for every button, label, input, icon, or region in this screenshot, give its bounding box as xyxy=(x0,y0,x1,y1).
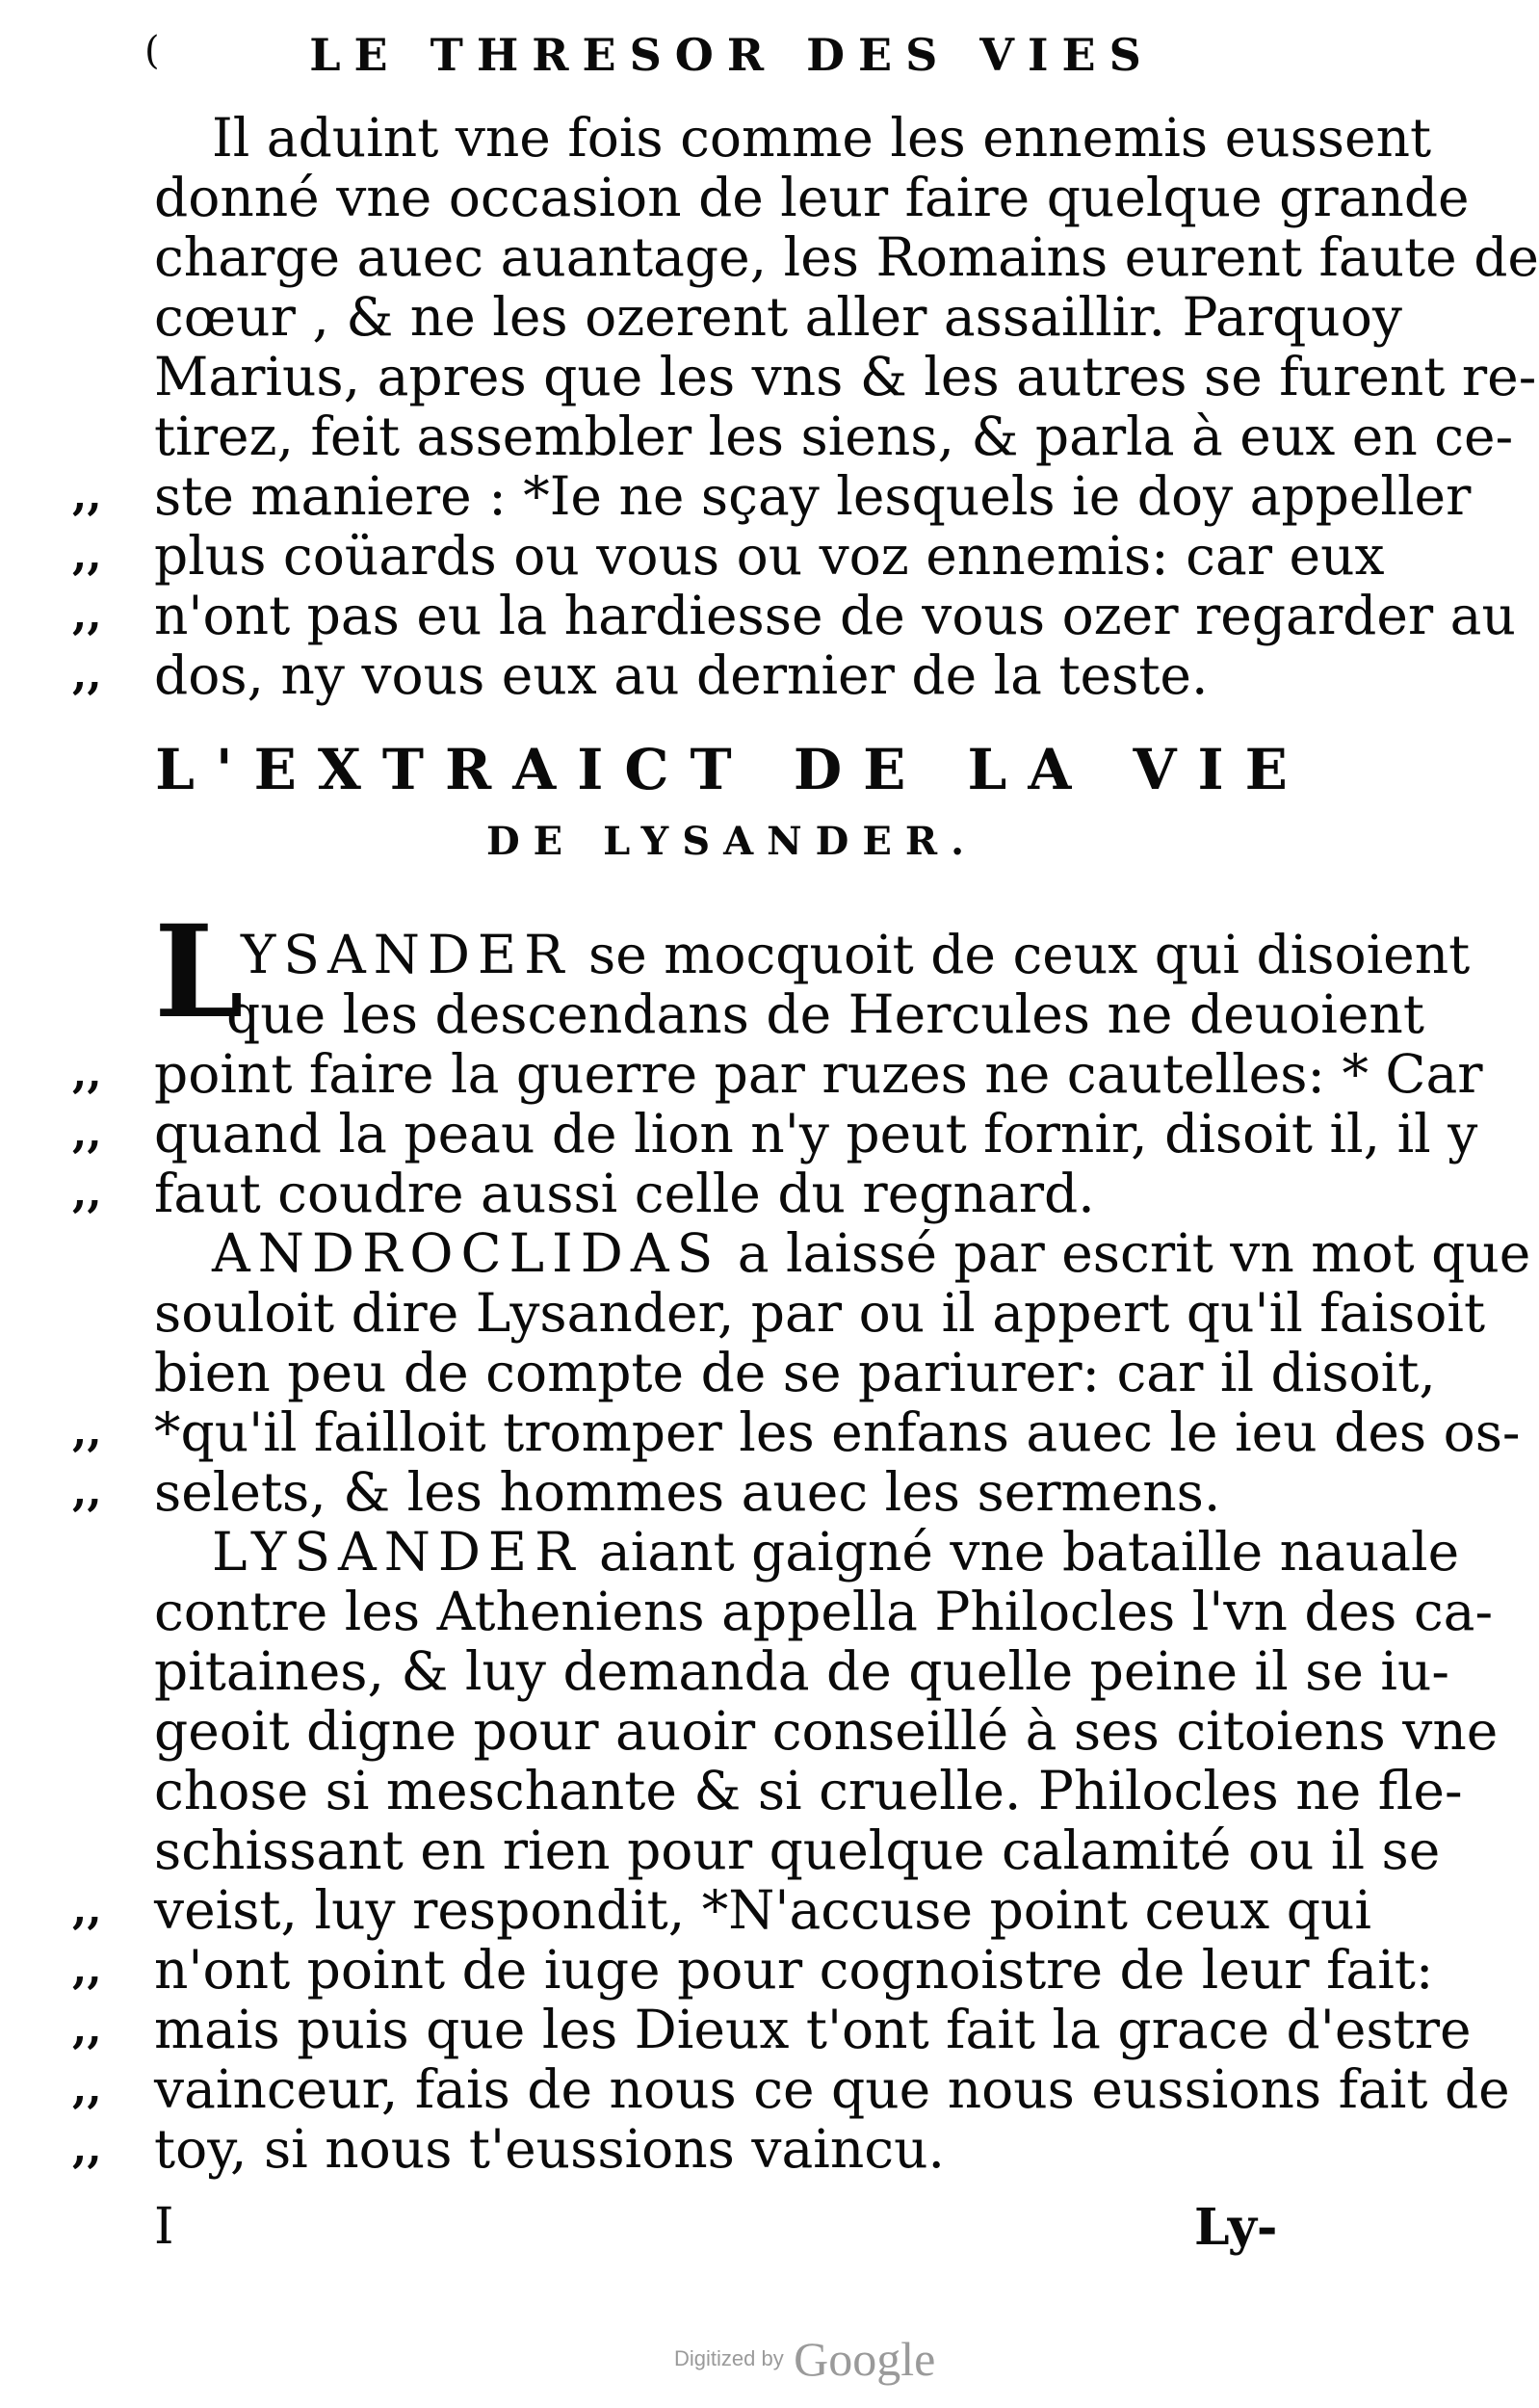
quote-mark: ,, xyxy=(72,2064,102,2113)
quote-mark: ,, xyxy=(72,1109,102,1158)
quote-mark: ,, xyxy=(72,2004,102,2054)
text-line: mais puis que les Dieux t'ont fait la grace d'estre xyxy=(154,1999,1472,2060)
header-mark: ( xyxy=(144,29,160,73)
text-line: selets, & les hommes auec les sermens. xyxy=(154,1461,1221,1523)
running-header: LE THRESOR DES VIES xyxy=(309,29,1155,81)
signature-mark: I xyxy=(154,2198,174,2256)
text-line: toy, si nous t'eussions vaincu. xyxy=(154,2118,945,2180)
catchword: Ly- xyxy=(1194,2198,1278,2257)
smallcaps-name: YSANDER xyxy=(241,924,572,985)
quote-mark: ,, xyxy=(72,1049,102,1098)
text-line: pitaines, & luy demanda de quelle peine il se iu- xyxy=(154,1640,1450,1702)
text-line: quand la peau de lion n'y peut fornir, disoit il, il y xyxy=(154,1103,1478,1165)
text-line: Il aduint vne fois comme les ennemis eussent xyxy=(212,107,1432,169)
text-line: vainceur, fais de nous ce que nous eussions fait de xyxy=(154,2058,1510,2120)
section-title: L'EXTRAICT DE LA VIE xyxy=(155,737,1309,802)
text-line: plus coüards ou vous ou voz ennemis: car eux xyxy=(154,525,1385,587)
digitized-watermark xyxy=(674,2331,935,2387)
text-run: aiant gaigné vne bataille nauale xyxy=(582,1521,1460,1583)
text-line: charge auec auantage, les Romains eurent faute de xyxy=(154,226,1539,288)
drop-cap: L xyxy=(154,898,244,1047)
smallcaps-name: LYSANDER xyxy=(212,1521,583,1583)
text-line: geoit digne pour auoir conseillé à ses citoiens vne xyxy=(154,1700,1499,1762)
section-subtitle: DE LYSANDER. xyxy=(485,819,978,864)
quote-mark: ,, xyxy=(72,650,102,699)
text-line: ste maniere : *Ie ne sçay lesquels ie doy appeller xyxy=(154,465,1472,527)
quote-mark: ,, xyxy=(72,1885,102,1934)
google-logo: Google xyxy=(794,2332,936,2386)
text-line: dos, ny vous eux au dernier de la teste. xyxy=(154,644,1209,706)
text-line: n'ont pas eu la hardiesse de vous ozer regarder au xyxy=(154,585,1516,646)
text-line: *qu'il failloit tromper les enfans auec le ieu des os- xyxy=(154,1401,1521,1463)
text-line: contre les Atheniens appella Philocles l'vn des ca- xyxy=(154,1581,1494,1642)
text-line: cœur , & ne les ozerent aller assaillir. Parquoy xyxy=(154,286,1402,348)
quote-mark: ,, xyxy=(72,1168,102,1217)
quote-mark: ,, xyxy=(72,1407,102,1456)
quote-mark: ,, xyxy=(72,1467,102,1516)
text-line: n'ont point de iuge pour cognoistre de leur fait: xyxy=(154,1939,1434,2001)
smallcaps-name: ANDROCLIDAS xyxy=(212,1222,721,1284)
quote-mark: ,, xyxy=(72,471,102,520)
text-line: veist, luy respondit, *N'accuse point ceux qui xyxy=(154,1879,1371,1941)
text-line: donné vne occasion de leur faire quelque grande xyxy=(154,167,1470,228)
quote-mark: ,, xyxy=(72,590,102,640)
text-line: bien peu de compte de se pariurer: car il disoit, xyxy=(154,1342,1436,1403)
quote-mark: ,, xyxy=(72,531,102,580)
text-line xyxy=(154,1521,1460,1583)
text-line xyxy=(241,924,1471,985)
text-line: point faire la guerre par ruzes ne cautelles: * Car xyxy=(154,1043,1483,1105)
quote-mark: ,, xyxy=(72,2124,102,2173)
text-line: tirez, feit assembler les siens, & parla à eux en ce- xyxy=(154,406,1514,467)
digitized-prefix: Digitized by xyxy=(674,2346,784,2370)
quote-mark: ,, xyxy=(72,1945,102,1994)
text-run: se mocquoit de ceux qui disoient xyxy=(571,924,1471,985)
text-line: schissant en rien pour quelque calamité ou il se xyxy=(154,1819,1441,1881)
text-run: a laissé par escrit vn mot que xyxy=(720,1222,1531,1284)
text-line: que les descendans de Hercules ne deuoient xyxy=(226,983,1424,1045)
text-line: souloit dire Lysander, par ou il appert qu'il faisoit xyxy=(154,1282,1486,1344)
text-line: Marius, apres que les vns & les autres se furent re- xyxy=(154,346,1537,407)
text-line xyxy=(154,1222,1531,1284)
text-line: faut coudre aussi celle du regnard. xyxy=(154,1163,1095,1224)
text-line: chose si meschante & si cruelle. Philocles ne fle- xyxy=(154,1760,1463,1821)
